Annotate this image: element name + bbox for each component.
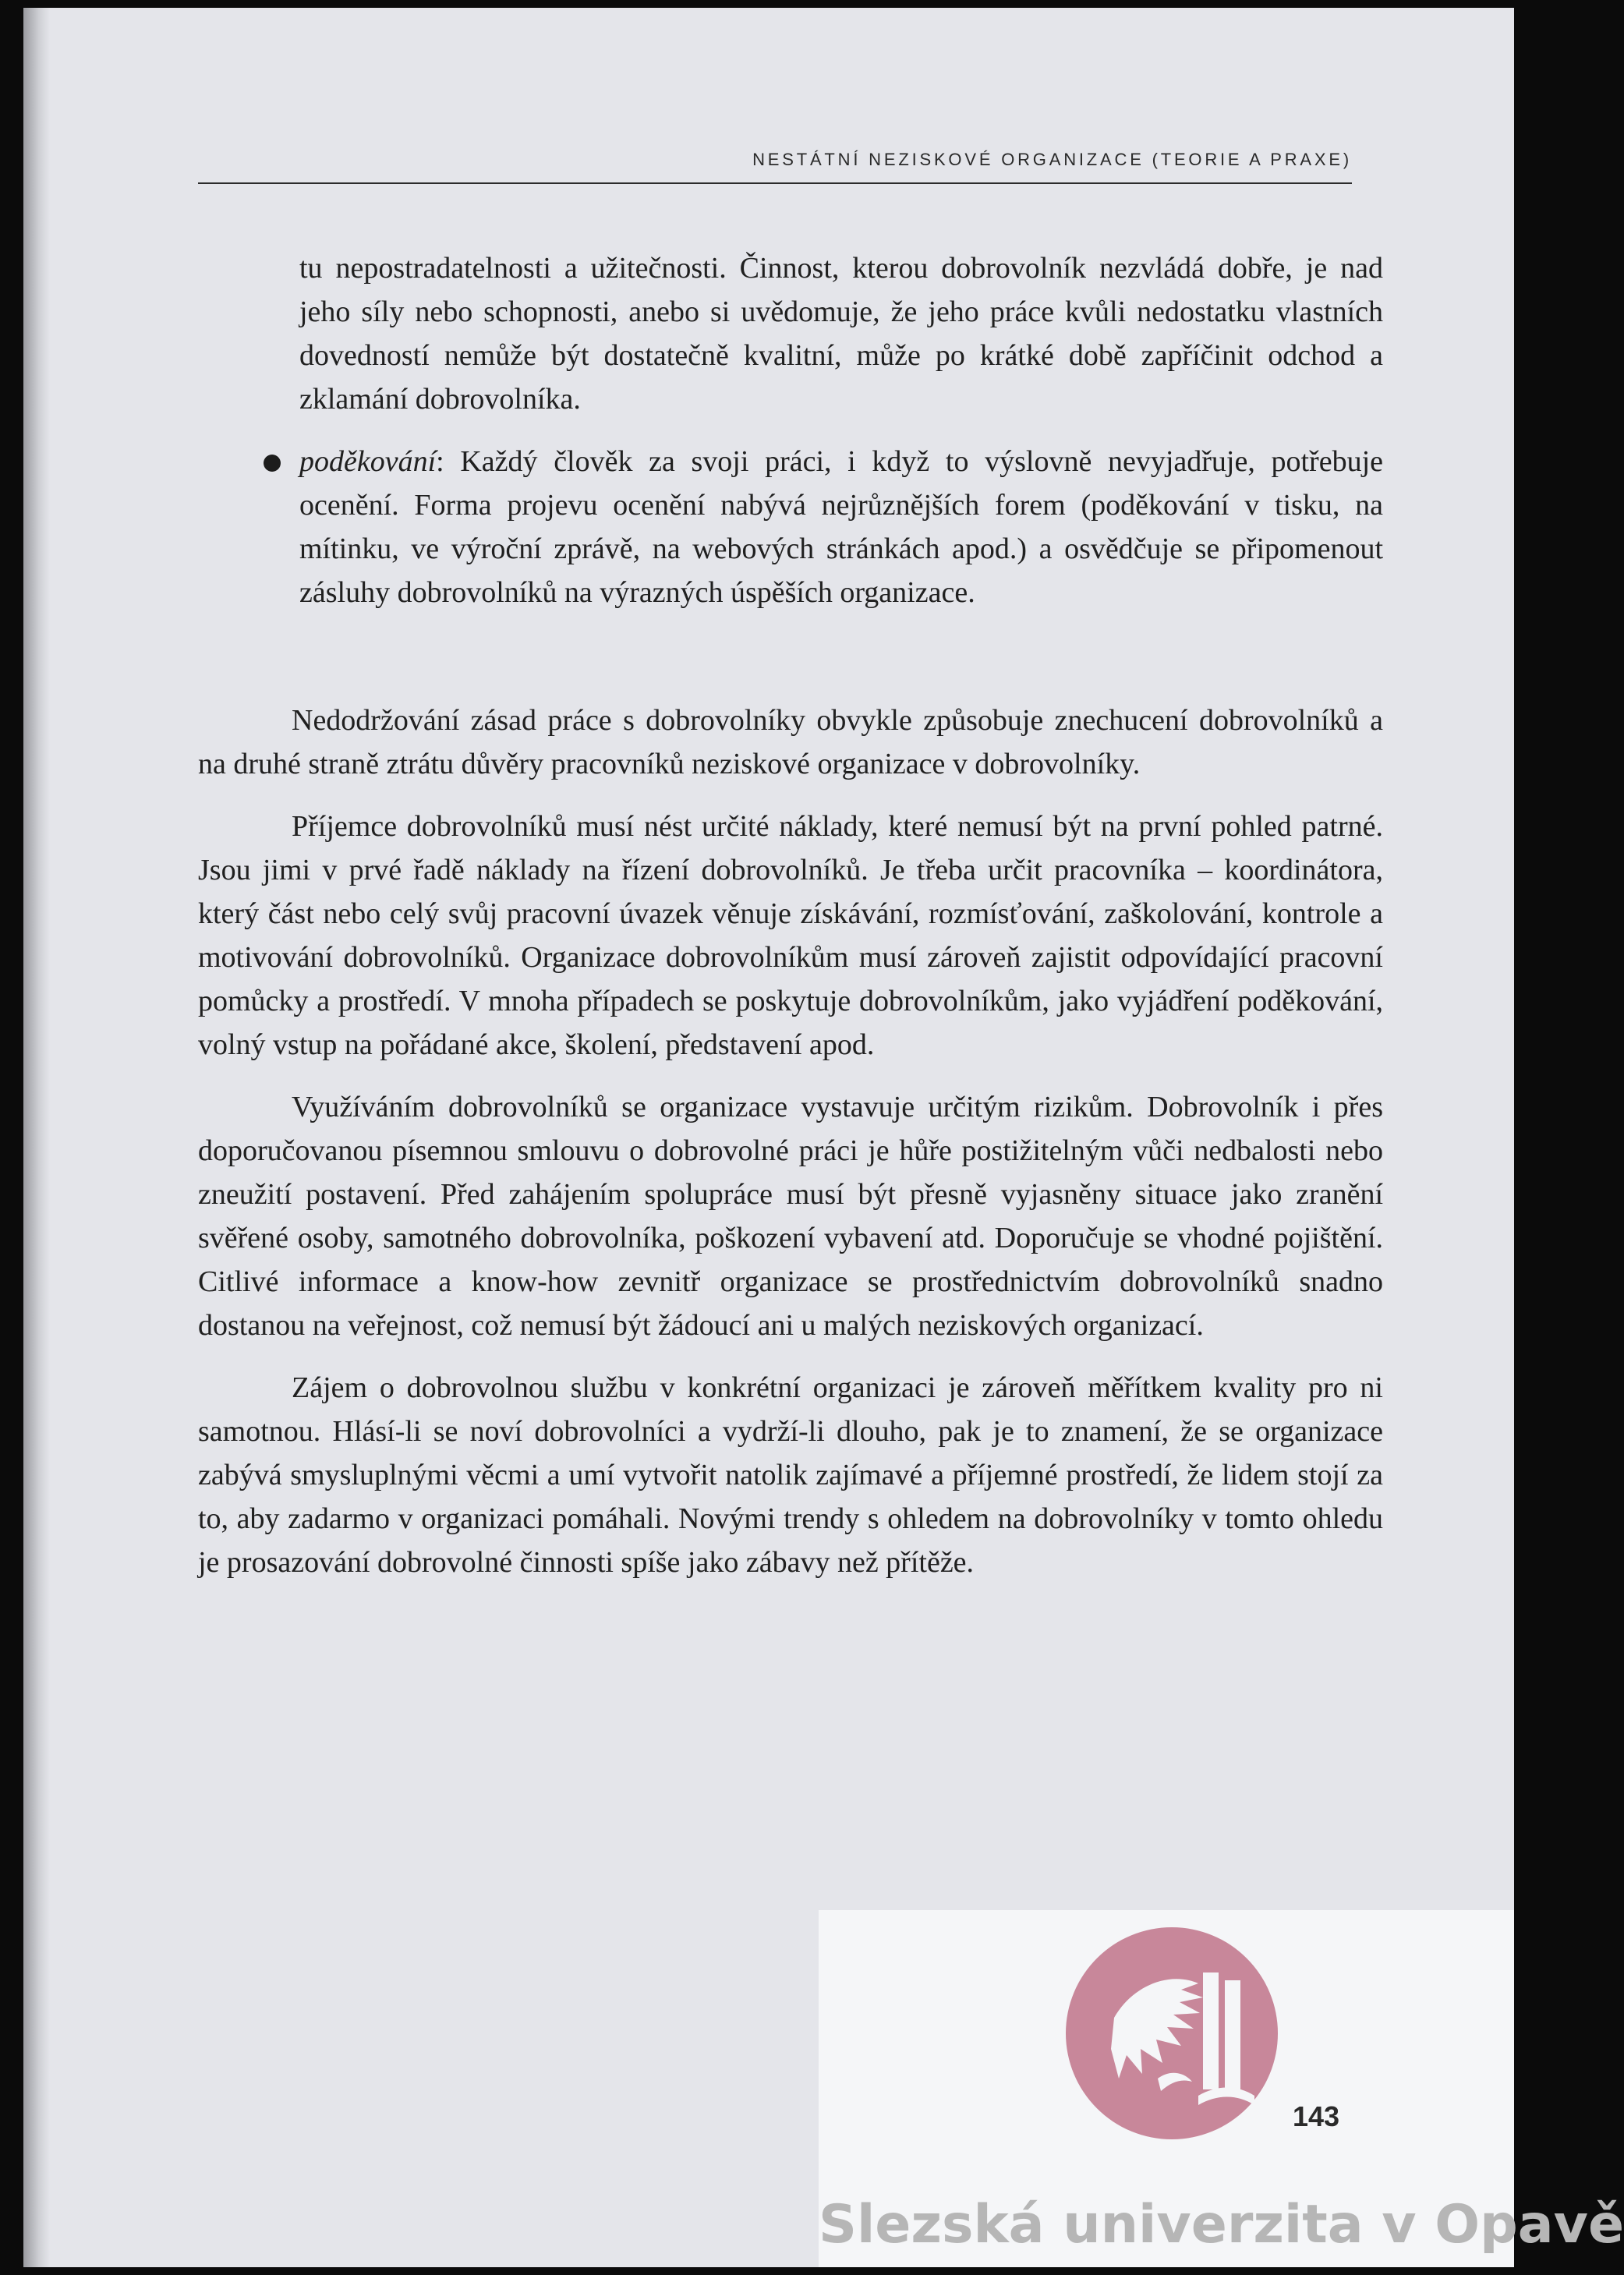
- watermark-text: Slezská univerzita v Opavě: [819, 2194, 1624, 2256]
- paragraph: Zájem o dobrovolnou službu v konkrétní organizaci je zároveň měřítkem kvality pro ni samotnou. Hlásí-li se noví dobrovolníci a vydrží-li dlouho, pak je to znamení, že se organizace zabývá smysluplnými věcmi a umí vytvořit natolik zajímavé a příjemné prostředí, že lidem stojí za to, aby zadarmo v organizaci pomáhali. Novými trendy s ohledem na dobrovolníky v tomto ohledu je prosazování dobrovolné činnosti spíše jako zábavy než přítěže.: [198, 1371, 1383, 1579]
- body-text: [198, 246, 1383, 1584]
- bullet-term: poděkování: [299, 445, 437, 478]
- running-head: [198, 147, 1352, 184]
- bullet-dot-icon: [264, 455, 281, 472]
- bullet-item: [198, 440, 1383, 614]
- paragraph: Nedodržování zásad práce s dobrovolníky obvykle způsobuje znechucení dobrovolníků a na druhé straně ztrátu důvěry pracovníků neziskové organizace v dobrovolníky.: [198, 704, 1383, 780]
- continuation-paragraph: tu nepostradatelnosti a užitečnosti. Činnost, kterou dobrovolník nezvládá dobře, je nad jeho síly nebo schopnosti, anebo si uvědomuje, že jeho práce kvůli nedostatku vlastních dovedností nemůže být dostatečně kvalitní, může po krátké době zapříčinit odchod a zklamání dobrovolníka.: [299, 252, 1383, 416]
- running-head-title: NESTÁTNÍ NEZISKOVÉ ORGANIZACE (TEORIE A PRAXE): [752, 150, 1352, 169]
- paragraph: Příjemce dobrovolníků musí nést určité náklady, které nemusí být na první pohled patrné. Jsou jimi v prvé řadě náklady na řízení dobrovolníků. Je třeba určit pracovníka – koordinátora, který část nebo celý svůj pracovní úvazek věnuje získávání, rozmísťování, zaškolování, kontrole a motivování dobrovolníků. Organizace dobrovolníkům musí zároveň zajistit odpovídající pracovní pomůcky a prostředí. V mnoha případech se poskytuje dobrovolníkům, jako vyjádření poděkování, volný vstup na pořádané akce, školení, představení apod.: [198, 810, 1383, 1061]
- document-page: [23, 8, 1624, 2267]
- bullet-text: : Každý člověk za svoji práci, i když to výslovně nevyjadřuje, potřebuje ocenění. Forma projevu ocenění nabývá nejrůznějších forem (poděkování v tisku, na mítinku, ve výroční zprávě, na webových stránkách apod.) a osvědčuje se připomenout zásluhy dobrovolníků na výrazných úspěších organizace.: [299, 445, 1383, 609]
- paragraph: Využíváním dobrovolníků se organizace vystavuje určitým rizikům. Dobrovolník i přes doporučovanou písemnou smlouvu o dobrovolné práci je hůře postižitelným vůči nedbalosti nebo zneužití postavení. Před zahájením spolupráce musí být přesně vyjasněny situace jako zranění svěřené osoby, samotného dobrovolníka, poškození vybavení atd. Doporučuje se vhodné pojištění. Citlivé informace a know-how zevnitř organizace se prostřednictvím dobrovolníků snadno dostanou na veřejnost, což nemusí být žádoucí ani u malých neziskových organizací.: [198, 1091, 1383, 1342]
- eagle-book-emblem-icon: [1064, 1926, 1279, 2141]
- page-number: 143: [1293, 2100, 1340, 2132]
- page-gutter-shadow: [23, 8, 50, 2267]
